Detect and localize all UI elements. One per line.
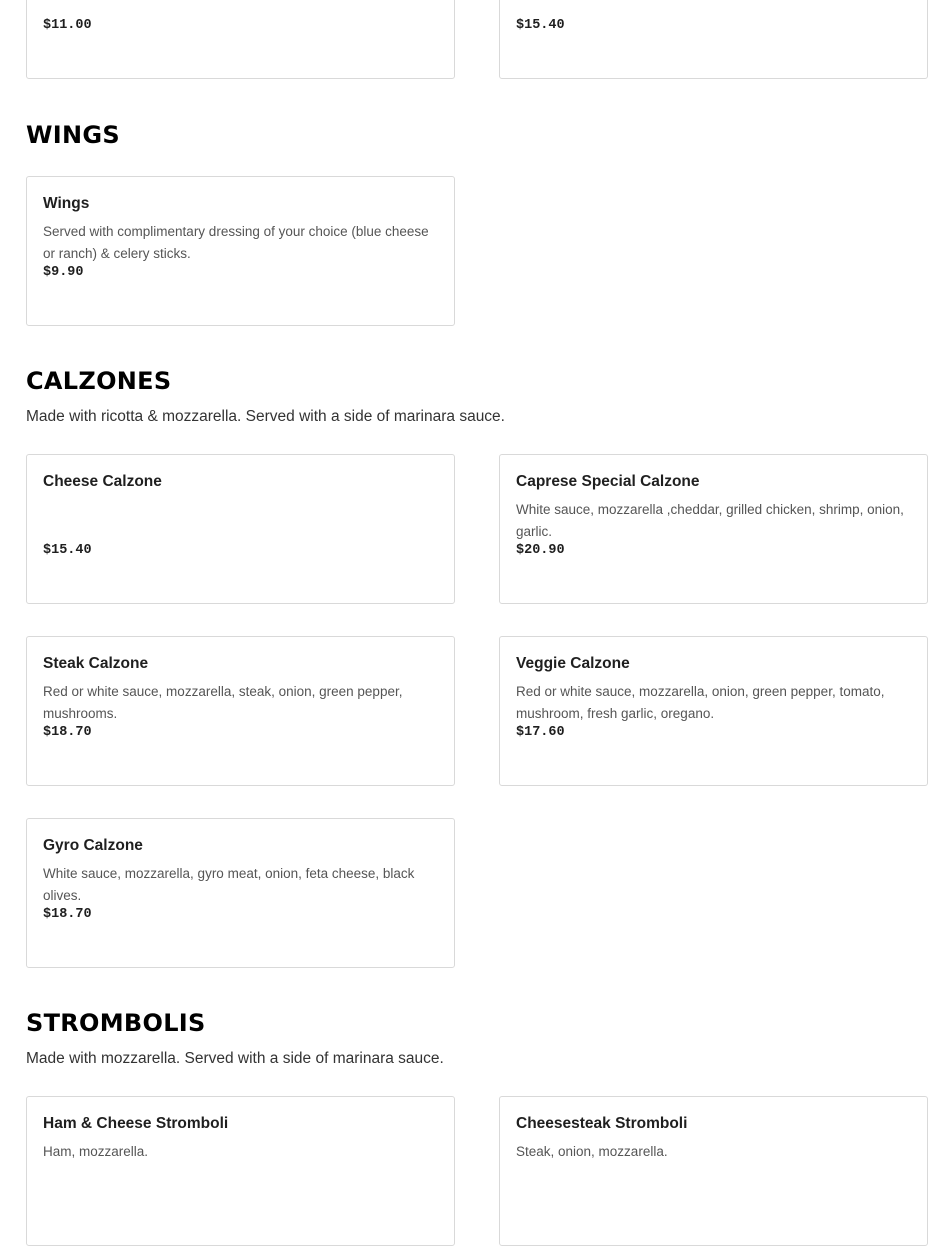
menu-item-name: Caprese Special Calzone	[516, 473, 700, 490]
menu-item-card-steak-calzone[interactable]	[26, 636, 455, 786]
menu-item-card-cheesesteak-stromboli[interactable]	[499, 1096, 928, 1246]
menu-item-name: Veggie Calzone	[516, 655, 630, 672]
section-title-wings: WINGS	[26, 121, 120, 149]
menu-item-card-gyro-calzone[interactable]	[26, 818, 455, 968]
menu-item-card[interactable]	[499, 0, 928, 79]
menu-item-description: Red or white sauce, mozzarella, onion, green pepper, tomato, mushroom, fresh garlic, oregano.	[516, 684, 885, 721]
menu-item-card-cheese-calzone[interactable]	[26, 454, 455, 604]
menu-item-price: $15.40	[43, 543, 92, 558]
menu-item-card-veggie-calzone[interactable]	[499, 636, 928, 786]
menu-item-description: Steak, onion, mozzarella.	[516, 1144, 668, 1159]
section-description-calzones: Made with ricotta & mozzarella. Served with a side of marinara sauce.	[26, 408, 505, 425]
menu-item-price: $20.90	[516, 543, 565, 558]
menu-item-name: Steak Calzone	[43, 655, 149, 672]
menu-item-price: $11.00	[43, 18, 92, 33]
menu-item-name: Cheese Calzone	[43, 473, 162, 490]
section-title-calzones: CALZONES	[26, 367, 172, 395]
menu-item-description: Served with complimentary dressing of your choice (blue cheese or ranch) & celery sticks.	[43, 224, 429, 261]
menu-item-description: Ham, mozzarella.	[43, 1144, 149, 1159]
menu-item-price: $17.60	[516, 725, 565, 740]
menu-item-card-caprese-special-calzone[interactable]	[499, 454, 928, 604]
menu-item-description: Red or white sauce, mozzarella, steak, onion, green pepper, mushrooms.	[43, 684, 403, 721]
section-description-strombolis: Made with mozzarella. Served with a side of marinara sauce.	[26, 1050, 444, 1067]
menu-item-price: $18.70	[43, 725, 92, 740]
menu-item-name: Wings	[43, 195, 90, 212]
menu-item-card-ham-cheese-stromboli[interactable]	[26, 1096, 455, 1246]
menu-item-card[interactable]	[26, 0, 455, 79]
section-title-strombolis: STROMBOLIS	[26, 1009, 206, 1037]
menu-item-price: $18.70	[43, 907, 92, 922]
menu-item-price: $9.90	[43, 265, 84, 280]
menu-item-description: White sauce, mozzarella ,cheddar, grilled chicken, shrimp, onion, garlic.	[516, 502, 904, 539]
menu-item-price: $15.40	[516, 18, 565, 33]
menu-item-name: Cheesesteak Stromboli	[516, 1115, 688, 1132]
menu-item-description: White sauce, mozzarella, gyro meat, onion, feta cheese, black olives.	[43, 866, 415, 903]
menu-item-name: Ham & Cheese Stromboli	[43, 1115, 229, 1132]
menu-item-name: Gyro Calzone	[43, 837, 143, 854]
menu-item-card-wings[interactable]	[26, 176, 455, 326]
